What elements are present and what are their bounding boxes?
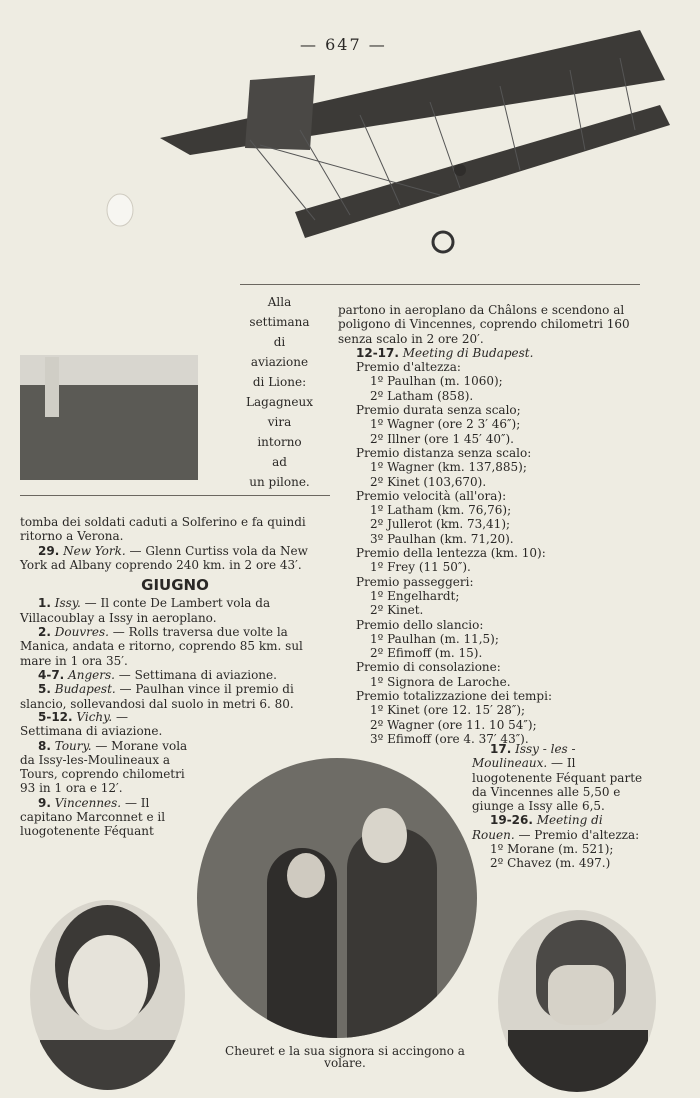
prize-rank: 1º Wagner (km. 137,885); [370, 460, 527, 475]
entry-text: — Morane vola da Issy-les-Moulineaux a Tours, coprendo chilometri 93 in 1 ora e 12′. [20, 738, 188, 796]
prize-category: Premio dello slancio: [356, 617, 484, 632]
entry-text: — Rolls traversa due volte la Manica, andata e ritorno, coprendo 85 km. sul mare in 1 ora 35′. [20, 625, 303, 668]
divider-left [20, 495, 330, 496]
prize-rank: 1º Frey (11 50″). [370, 560, 471, 575]
entry-date: 1. [38, 596, 51, 611]
entry-29 [20, 544, 330, 573]
portrait-right [498, 910, 656, 1092]
meeting-heading [338, 346, 643, 360]
prize-category: Premio passeggeri: [356, 574, 474, 589]
entry-text: — Il capitano Marconnet e il luogotenente Féquant [20, 795, 166, 839]
prize-rank: 1º Paulhan (m. 11,5); [370, 631, 499, 646]
entry-date: 29. [38, 543, 60, 558]
entry-place: Angers. [68, 667, 115, 682]
entry-text: — Settimana di aviazione. [118, 667, 277, 682]
prize-rank: 1º Kinet (ore 12. 15′ 28″); [370, 703, 526, 718]
prize-rank: 1º Wagner (ore 2 3′ 46″); [370, 417, 521, 432]
caption-line: di Lione: [252, 375, 307, 389]
meeting-date: 12-17. [356, 345, 399, 360]
prize-rank: 1º Signora de Laroche. [370, 674, 511, 689]
entry-text: — Premio d'altezza: [518, 827, 640, 842]
entry [20, 796, 192, 839]
prize-list [338, 360, 643, 746]
prize-rank: 2º Illner (ore 1 45′ 40″). [370, 431, 514, 446]
left-narrow-column [20, 710, 192, 839]
couple-photo [197, 758, 477, 1038]
entry-date: 5. [38, 682, 51, 697]
prize-rank: 2º Latham (858). [370, 388, 474, 403]
caption-line: Lagagneux [246, 395, 313, 409]
entry [20, 739, 192, 796]
portrait-left [30, 900, 185, 1090]
prize-rank: 2º Kinet (103,670). [370, 474, 487, 489]
entry-place: Vichy. [76, 710, 113, 724]
prize-rank: 1º Latham (km. 76,76); [370, 503, 512, 518]
prize-rank: 1º Paulhan (m. 1060); [370, 374, 503, 389]
divider-top [240, 284, 640, 285]
prize-rank: 2º Efimoff (m. 15). [370, 646, 483, 661]
biplane-illustration [100, 20, 675, 280]
entry-17 [472, 742, 644, 813]
prize-category: Premio distanza senza scalo: [356, 445, 532, 460]
entry-text: — Paulhan vince il premio di slancio, sollevandosi dal suolo in metri 6. 80. [20, 682, 294, 711]
prize-category: Premio della lentezza (km. 10): [356, 546, 546, 561]
entry-date: 8. [38, 738, 51, 753]
caption-line: aviazione [250, 355, 309, 369]
prize-rank: 2º Jullerot (km. 73,41); [370, 517, 511, 532]
meeting-title: Meeting di Budapest. [402, 345, 534, 360]
rank-line: 2º Chavez (m. 497.) [490, 856, 611, 871]
caption-line: settimana [249, 315, 310, 329]
entry-place: Toury. [54, 738, 92, 753]
entry-text: — Glenn Curtiss vola da New York ad Albany coprendo 240 km. in 2 ore 43′. [20, 543, 308, 572]
lyon-caption [232, 292, 327, 492]
entry [20, 682, 330, 711]
entry-date: 4-7. [38, 667, 65, 682]
entry-date: 9. [38, 795, 51, 810]
month-heading: GIUGNO [141, 576, 209, 595]
prize-category: Premio velocità (all'ora): [356, 488, 507, 503]
caption-line: un pilone. [249, 475, 310, 489]
entry-date: 19-26. [490, 813, 533, 828]
entry-date: 2. [38, 625, 51, 640]
right-column-bottom [472, 742, 644, 871]
entry [20, 710, 192, 739]
prize-rank: 3º Efimoff (ore 4. 37′ 43″). [370, 731, 529, 746]
prize-category: Premio totalizzazione dei tempi: [356, 689, 552, 704]
entry-place: Vincennes. [54, 795, 122, 810]
prize-category: Premio di consolazione: [356, 660, 501, 675]
entry-date: 5-12. [38, 710, 73, 724]
prize-category: Premio durata senza scalo; [356, 403, 521, 418]
prize-rank: 2º Kinet. [370, 603, 424, 618]
entry-place: Budapest. [54, 682, 116, 697]
caption-line: ad [272, 455, 287, 469]
page-number: — 647 — [300, 35, 387, 54]
bottom-caption: Cheuret e la sua signora si accingono a volare. [225, 1044, 465, 1070]
left-column [20, 515, 330, 711]
rank-line: 1º Morane (m. 521); [490, 842, 614, 857]
caption-line: di [273, 335, 286, 349]
entry-place: Issy - les - Moulineaux. [472, 742, 576, 771]
prize-category: Premio d'altezza: [356, 360, 461, 375]
entry-place: Meeting di Rouen. [472, 813, 603, 842]
entry [20, 625, 330, 668]
right-column-top [338, 303, 643, 746]
entry-text: — Il conte De Lambert vola da Villacoublay a Issy in aeroplano. [20, 596, 271, 625]
caption-line: Alla [267, 295, 292, 309]
prize-rank: 3º Paulhan (km. 71,20). [370, 531, 514, 546]
entry-text: — Il luogotenente Féquant parte da Vincennes alle 5,50 e giunge a Issy alle 6,5. [472, 756, 643, 814]
continuation-text: tomba dei soldati caduti a Solferino e fa quindi ritorno a Verona. [20, 515, 306, 544]
entry-text: — Settimana di aviazione. [20, 710, 163, 739]
entry-place: Douvres. [54, 625, 109, 640]
prize-rank: 2º Wagner (ore 11. 10 54″); [370, 717, 537, 732]
caption-line: intorno [257, 435, 302, 449]
prize-rank: 1º Engelhardt; [370, 588, 460, 603]
caption-line: vira [267, 415, 292, 429]
lyon-photo [20, 355, 198, 480]
entry [20, 668, 330, 682]
entry-date: 17. [490, 742, 512, 756]
entry-19-26 [472, 813, 644, 842]
entry [20, 596, 330, 625]
entry-place: Issy. [54, 596, 81, 611]
intro-text: partono in aeroplano da Châlons e scendono al poligono di Vincennes, coprendo chilometri 160 senza scalo in 2 ore 20′. [338, 303, 630, 346]
entry-place: New York. [63, 543, 126, 558]
